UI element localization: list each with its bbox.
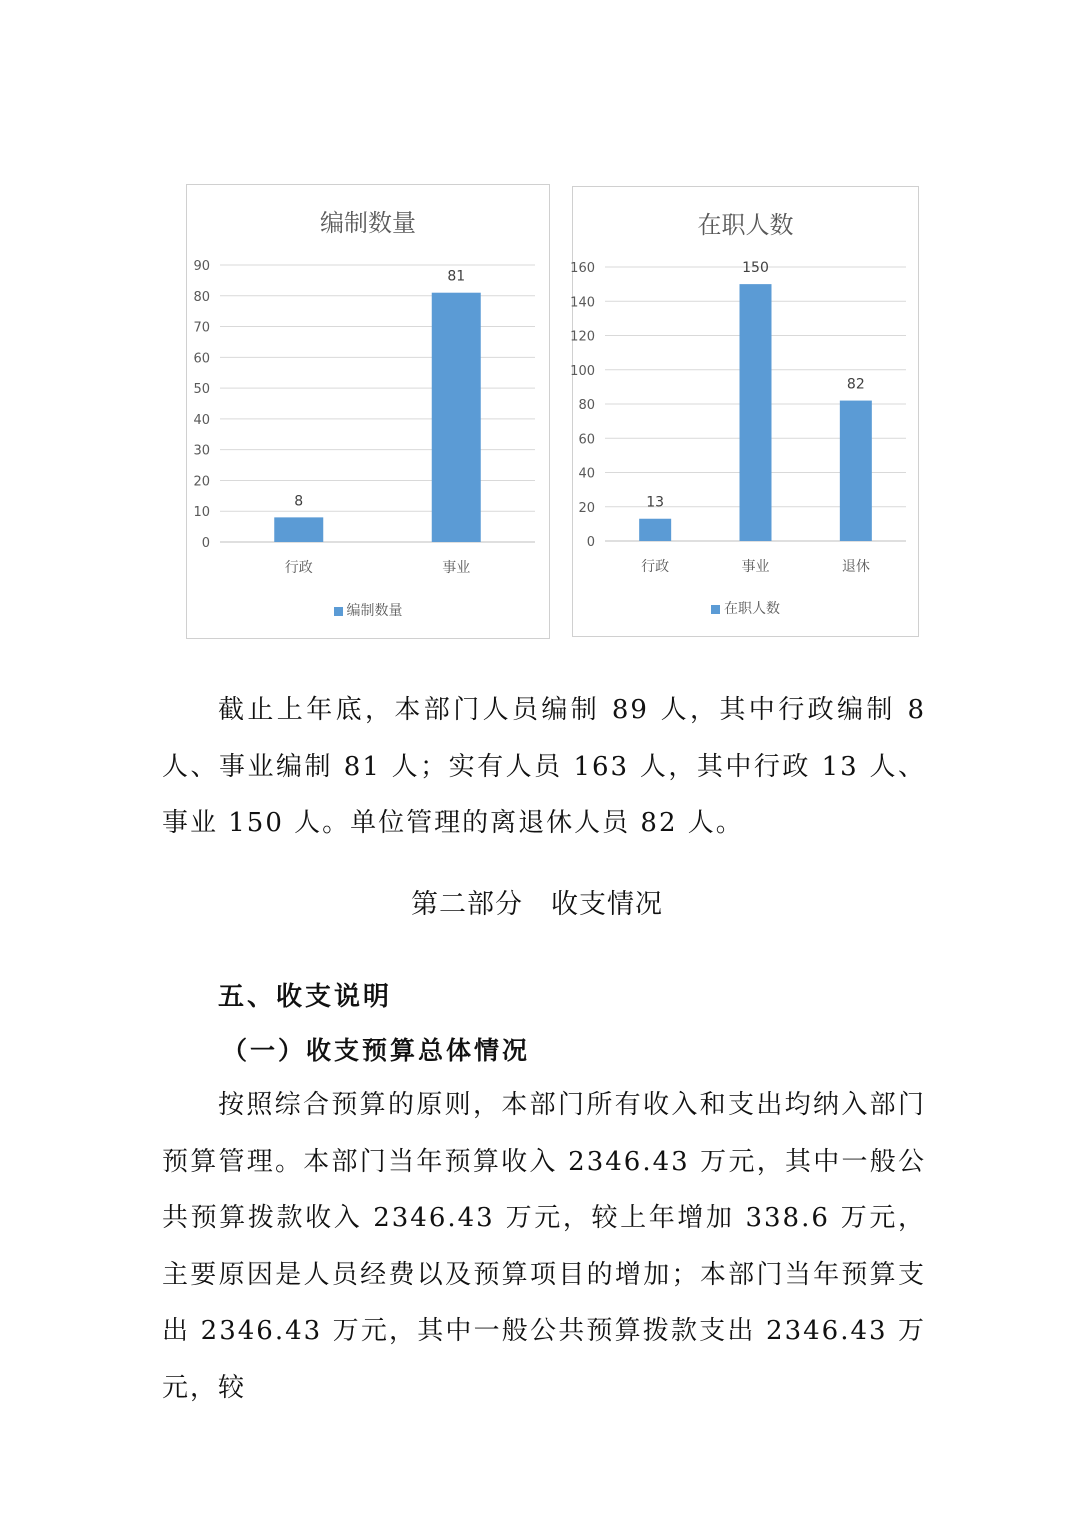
- bar: [432, 293, 481, 542]
- bar: [740, 284, 772, 541]
- chart-legend: [187, 600, 549, 620]
- data-label: 13: [646, 494, 665, 511]
- heading-income-expense: 五、收支说明: [218, 982, 393, 1012]
- legend-swatch: [334, 607, 343, 616]
- bar: [274, 517, 323, 542]
- legend-label: 编制数量: [346, 603, 403, 619]
- y-tick-label: 60: [578, 432, 595, 448]
- chart-plot: [187, 185, 551, 640]
- budget-paragraph: 按照综合预算的原则，本部门所有收入和支出均纳入部门预算管理。本部门当年预算收入 2346.43 万元，其中一般公共预算拨款收入 2346.43 万元，较上年增加 338.6 万元，主要原因是人员经费以及预算项目的增加；本部门当年预算支出 2346.43 万元，其中一般公共预算拨款支出 2346.43 万元，较: [162, 1090, 926, 1403]
- y-tick-label: 0: [586, 535, 595, 550]
- y-tick-label: 50: [193, 382, 210, 398]
- x-tick-label: 退休: [841, 559, 870, 575]
- y-tick-label: 40: [193, 412, 210, 428]
- chart-plot: [570, 187, 920, 638]
- y-tick-label: 60: [193, 351, 210, 367]
- section-title: 第二部分 收支情况: [411, 889, 663, 920]
- y-tick-label: 30: [193, 443, 210, 459]
- y-tick-label: 70: [193, 320, 210, 336]
- y-tick-label: 80: [193, 289, 210, 305]
- y-tick-label: 80: [578, 398, 595, 413]
- data-label: 81: [447, 268, 466, 285]
- data-label: 82: [846, 376, 865, 393]
- y-tick-label: 20: [193, 474, 210, 490]
- chart-staffing-quota: [186, 184, 550, 639]
- x-tick-label: 事业: [741, 559, 770, 575]
- chart-active-staff: [572, 186, 919, 637]
- bar: [639, 519, 671, 541]
- chart-title: 编制数量: [320, 209, 416, 237]
- legend-swatch: [711, 605, 720, 614]
- y-tick-label: 0: [201, 536, 210, 551]
- staffing-paragraph: 截止上年底，本部门人员编制 89 人，其中行政编制 8 人、事业编制 81 人；实有人员 163 人，其中行政 13 人、事业 150 人。单位管理的离退休人员 82 人。: [162, 695, 926, 838]
- y-tick-label: 120: [570, 329, 595, 345]
- bar: [840, 401, 872, 541]
- data-label: 8: [294, 493, 304, 510]
- chart-title: 在职人数: [697, 211, 794, 239]
- data-label: 150: [742, 260, 769, 277]
- y-tick-label: 20: [578, 500, 595, 516]
- y-tick-label: 10: [193, 505, 210, 521]
- y-tick-label: 160: [570, 261, 595, 276]
- y-tick-label: 40: [578, 466, 595, 482]
- heading-budget-overview: （一）收支预算总体情况: [222, 1036, 531, 1065]
- y-tick-label: 90: [193, 259, 210, 274]
- x-tick-label: 事业: [442, 560, 471, 576]
- y-tick-label: 140: [570, 295, 595, 311]
- chart-legend: [573, 598, 918, 618]
- legend-label: 在职人数: [724, 601, 780, 617]
- x-tick-label: 行政: [284, 560, 313, 576]
- y-tick-label: 100: [570, 363, 595, 379]
- x-tick-label: 行政: [641, 559, 670, 575]
